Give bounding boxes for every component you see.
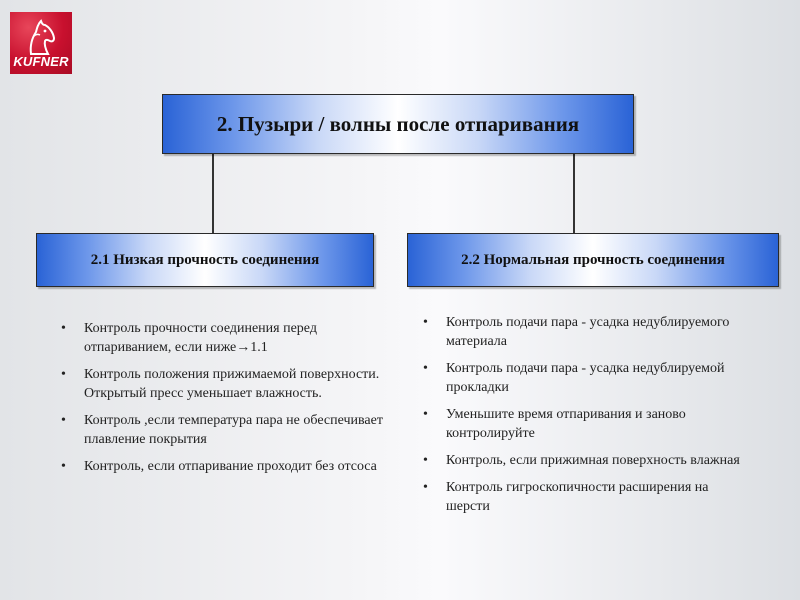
list-item: • Контроль, если прижимная поверхность влажная	[420, 451, 740, 470]
list-item: • Уменьшите время отпаривания и заново контролируйте	[420, 405, 740, 443]
connector-line-right	[573, 154, 575, 233]
list-item: • Контроль гигроскопичности расширения на шерсти	[420, 478, 740, 516]
right-branch-list	[420, 313, 740, 524]
list-item: • Контроль положения прижимаемой поверхности. Открытый пресс уменьшает влажность.	[58, 365, 388, 403]
list-item: • Контроль, если отпаривание проходит без отсоса	[58, 457, 388, 476]
left-branch-list	[58, 319, 388, 484]
list-item: • Контроль подачи пара - усадка недублируемой прокладки	[420, 359, 740, 397]
title-text: 2. Пузыри / волны после отпаривания	[216, 111, 580, 136]
list-item: • Контроль прочности соединения перед отпариванием, если ниже→1.1	[58, 319, 388, 357]
list-item: • Контроль подачи пара - усадка недублируемого материала	[420, 313, 740, 351]
connector-line-left	[212, 154, 214, 233]
kufner-logo	[10, 12, 72, 74]
right-branch-box	[407, 233, 779, 287]
left-branch-box	[36, 233, 374, 287]
logo-text: KUFNER	[13, 54, 69, 69]
right-branch-heading: 2.2 Нормальная прочность соединения	[461, 251, 725, 268]
left-branch-heading: 2.1 Низкая прочность соединения	[90, 251, 320, 268]
title-box	[162, 94, 634, 154]
list-item: • Контроль ,если температура пара не обеспечивает плавление покрытия	[58, 411, 388, 449]
